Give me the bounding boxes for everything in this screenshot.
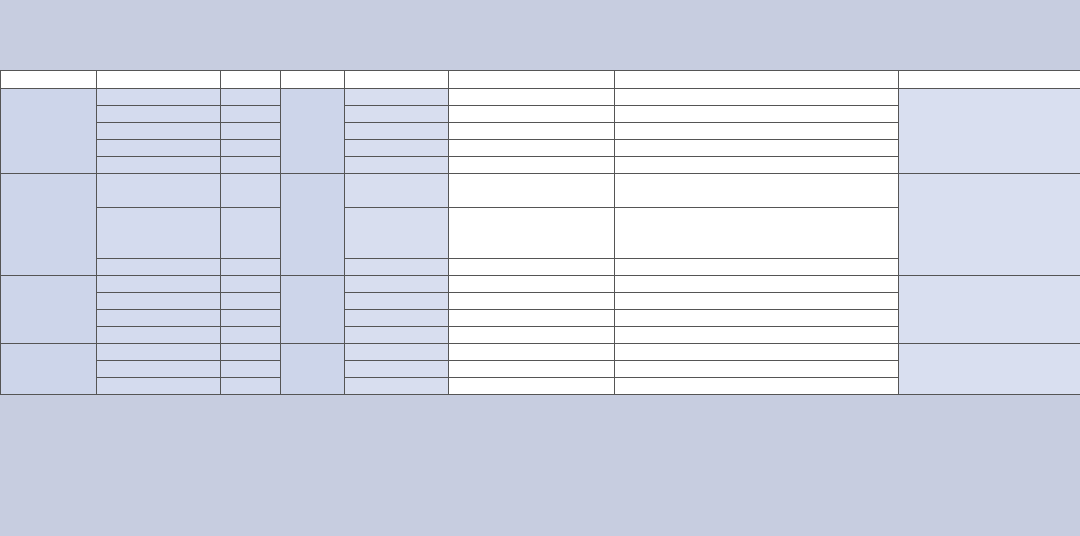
series-info [615,344,899,361]
title-block [0,0,1080,70]
heat-peak [449,89,615,106]
column-header [97,71,221,89]
table-body [1,89,1080,395]
series-info [615,259,899,276]
work-title [97,106,221,123]
heat-peak [449,327,615,344]
platform [345,123,449,140]
column-header [899,71,1080,89]
douban-score [221,361,281,378]
platform [345,174,449,208]
platform [345,293,449,310]
table-row [1,89,1080,106]
douban-average [281,276,345,344]
series-info [615,327,899,344]
work-title [97,89,221,106]
douban-average [281,174,345,276]
platform [345,276,449,293]
heat-peak [449,361,615,378]
work-title [97,310,221,327]
platform [345,157,449,174]
douban-score [221,327,281,344]
column-header [221,71,281,89]
heat-peak [449,157,615,174]
series-info [615,276,899,293]
platform [345,361,449,378]
work-title [97,276,221,293]
heat-peak [449,106,615,123]
series-info [615,310,899,327]
library-cell [899,276,1080,344]
series-info [615,293,899,310]
work-title [97,140,221,157]
heat-peak [449,174,615,208]
work-title [97,344,221,361]
library-cell [899,174,1080,276]
series-info [615,157,899,174]
table-row [1,276,1080,293]
company-name [1,89,97,174]
douban-score [221,378,281,395]
platform [345,89,449,106]
platform [345,106,449,123]
douban-score [221,174,281,208]
table-row [1,344,1080,361]
platform [345,259,449,276]
heat-peak [449,378,615,395]
heat-peak [449,276,615,293]
douban-score [221,310,281,327]
table-header-row [1,71,1080,89]
work-title [97,157,221,174]
douban-score [221,259,281,276]
work-title [97,327,221,344]
column-header [449,71,615,89]
heat-peak [449,259,615,276]
series-info [615,378,899,395]
douban-score [221,140,281,157]
column-header [281,71,345,89]
table-row [1,174,1080,208]
work-title [97,208,221,259]
series-info [615,174,899,208]
series-info [615,89,899,106]
douban-score [221,89,281,106]
series-info [615,208,899,259]
douban-score [221,293,281,310]
platform [345,344,449,361]
douban-score [221,157,281,174]
work-title [97,123,221,140]
heat-peak [449,123,615,140]
douban-average [281,344,345,395]
library-cell [899,344,1080,395]
douban-score [221,344,281,361]
work-title [97,259,221,276]
douban-score [221,208,281,259]
heat-peak [449,140,615,157]
platform [345,208,449,259]
company-name [1,276,97,344]
platform [345,140,449,157]
platform [345,310,449,327]
douban-score [221,106,281,123]
douban-score [221,276,281,293]
library-cell [899,89,1080,174]
heat-peak [449,310,615,327]
series-info [615,123,899,140]
heat-peak [449,208,615,259]
series-info [615,140,899,157]
work-title [97,378,221,395]
work-title [97,174,221,208]
platform [345,327,449,344]
series-info [615,106,899,123]
company-table [0,70,1080,395]
column-header [345,71,449,89]
work-title [97,361,221,378]
heat-peak [449,293,615,310]
work-title [97,293,221,310]
platform [345,378,449,395]
douban-score [221,123,281,140]
company-name [1,344,97,395]
douban-average [281,89,345,174]
column-header [615,71,899,89]
series-info [615,361,899,378]
company-name [1,174,97,276]
heat-peak [449,344,615,361]
column-header [1,71,97,89]
